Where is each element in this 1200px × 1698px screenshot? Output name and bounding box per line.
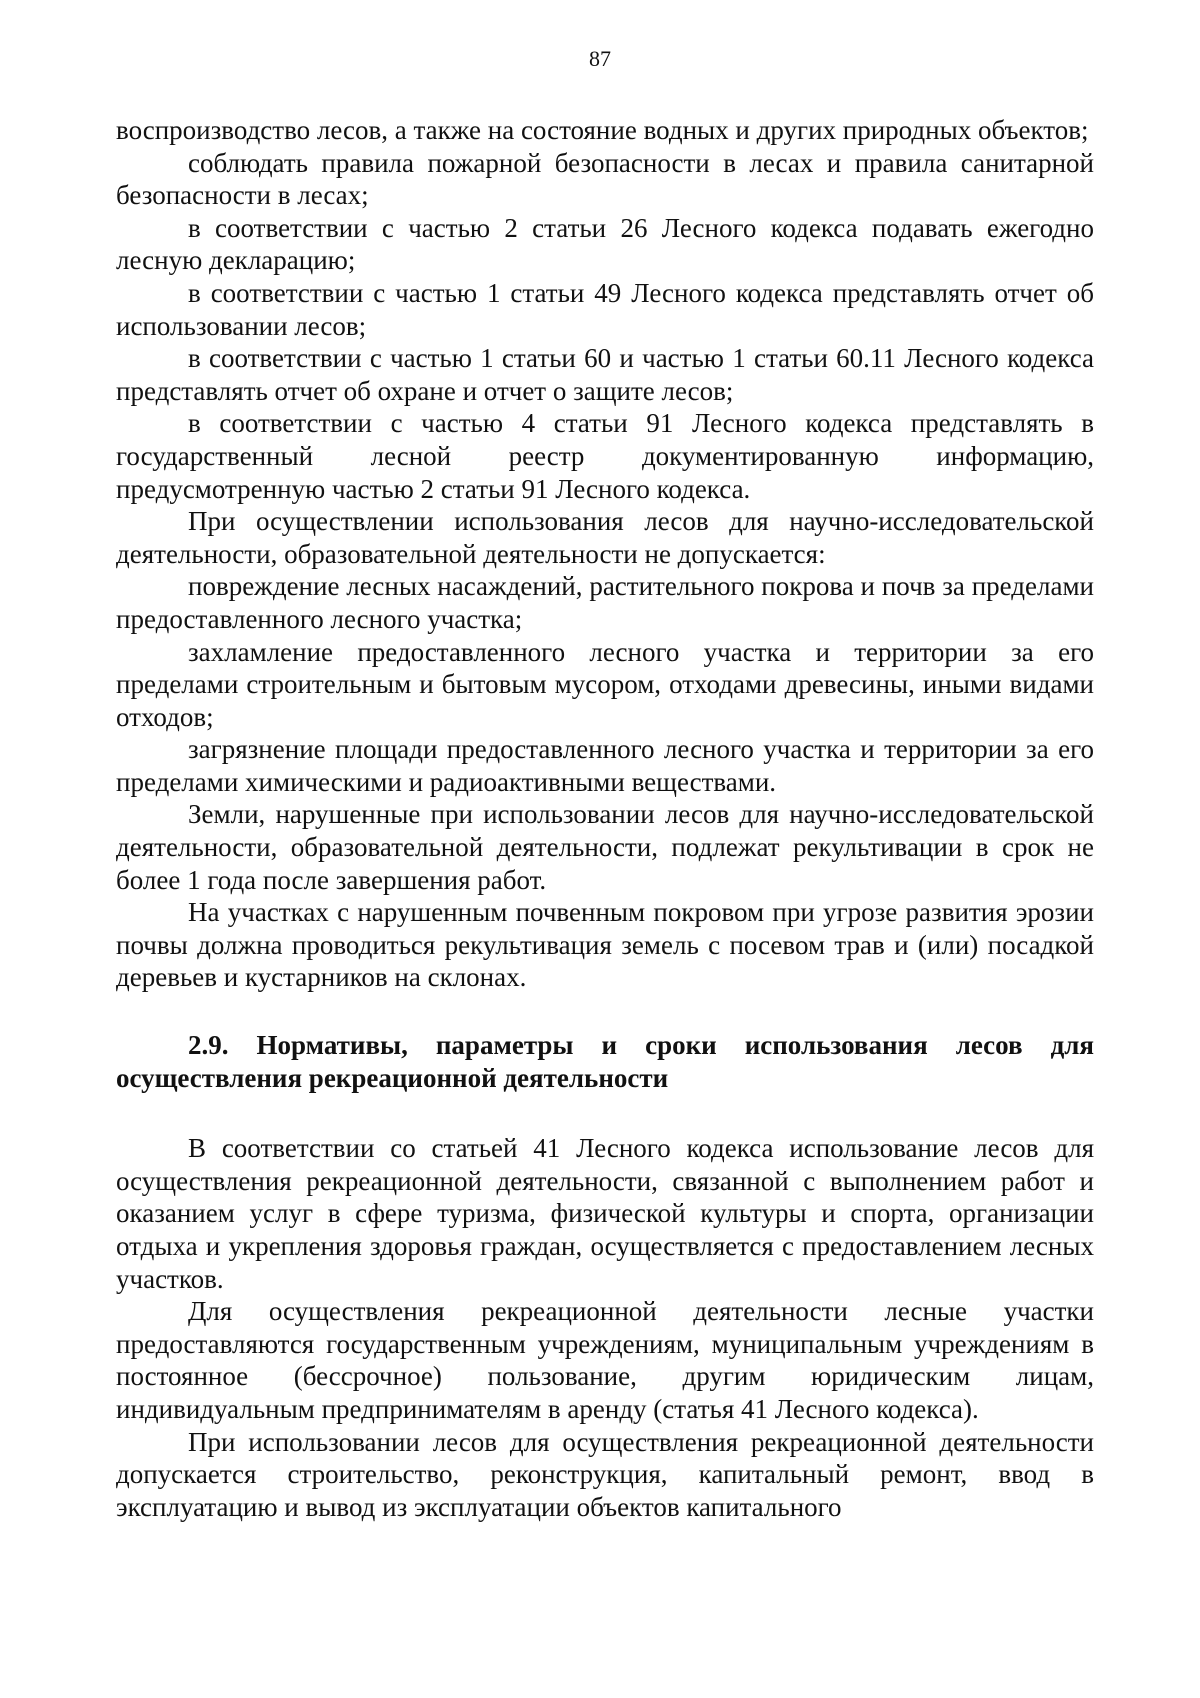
paragraph-continuation: воспроизводство лесов, а также на состояние водных и других природных объектов; bbox=[116, 115, 1089, 145]
page-content bbox=[116, 114, 1094, 1523]
paragraph: При осуществлении использования лесов для научно-исследовательской деятельности, образовательной деятельности не допускается: bbox=[116, 506, 1094, 569]
section-paragraph: Для осуществления рекреационной деятельности лесные участки предоставляются государственным учреждениям, муниципальным учреждениям в постоянное (бессрочное) пользование, другим юридическим лицам, индивидуальным предпринимателям в аренду (статья 41 Лесного кодекса). bbox=[116, 1296, 1094, 1424]
paragraph: захламление предоставленного лесного участка и территории за его пределами строительным и бытовым мусором, отходами древесины, иными видами отходов; bbox=[116, 636, 1094, 732]
paragraph: Земли, нарушенные при использовании лесов для научно-исследовательской деятельности, образовательной деятельности, подлежат рекультивации в срок не более 1 года после завершения работ. bbox=[116, 799, 1094, 895]
paragraph: загрязнение площади предоставленного лесного участка и территории за его пределами химическими и радиоактивными веществами. bbox=[116, 734, 1094, 797]
paragraph: соблюдать правила пожарной безопасности в лесах и правила санитарной безопасности в лесах; bbox=[116, 147, 1094, 211]
paragraph: в соответствии с частью 4 статьи 91 Лесного кодекса представлять в государственный лесной реестр документированную информацию, предусмотренную частью 2 статьи 91 Лесного кодекса. bbox=[116, 408, 1094, 504]
paragraph: в соответствии с частью 1 статьи 60 и частью 1 статьи 60.11 Лесного кодекса представлять отчет об охране и отчет о защите лесов; bbox=[116, 343, 1094, 406]
page-number: 87 bbox=[589, 46, 611, 71]
paragraph: в соответствии с частью 2 статьи 26 Лесного кодекса подавать ежегодно лесную декларацию; bbox=[116, 212, 1094, 276]
section-heading: 2.9. Нормативы, параметры и сроки использования лесов для осуществления рекреационной деятельности bbox=[116, 1030, 1094, 1093]
paragraph: повреждение лесных насаждений, растительного покрова и почв за пределами предоставленного лесного участка; bbox=[116, 571, 1094, 634]
section-paragraph: При использовании лесов для осуществления рекреационной деятельности допускается строительство, реконструкция, капитальный ремонт, ввод в эксплуатацию и вывод из эксплуатации объектов капитального bbox=[116, 1426, 1094, 1522]
section-paragraph: В соответствии со статьей 41 Лесного кодекса использование лесов для осуществления рекреационной деятельности, связанной с выполнением работ и оказанием услуг в сфере туризма, физической культуры и спорта, организации отдыха и укрепления здоровья граждан, осуществляется с предоставлением лесных участков. bbox=[116, 1133, 1094, 1294]
paragraph: в соответствии с частью 1 статьи 49 Лесного кодекса представлять отчет об использовании лесов; bbox=[116, 277, 1094, 341]
paragraph: На участках с нарушенным почвенным покровом при угрозе развития эрозии почвы должна проводиться рекультивация земель с посевом трав и (или) посадкой деревьев и кустарников на склонах. bbox=[116, 897, 1094, 993]
